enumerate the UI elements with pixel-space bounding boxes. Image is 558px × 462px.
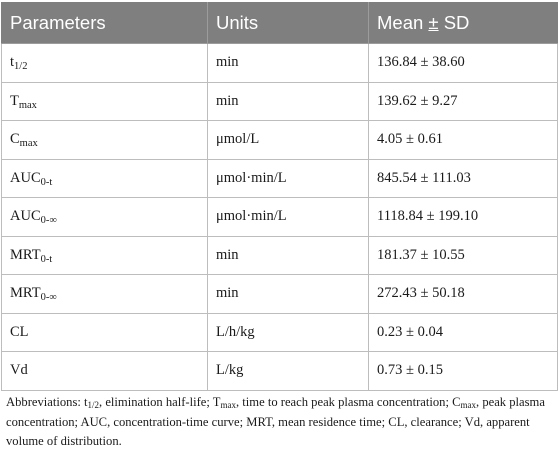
- cell-unit: min: [208, 275, 369, 314]
- table-header-row: [2, 3, 558, 44]
- cell-unit: μmol/L: [208, 121, 369, 160]
- cell-unit: L/kg: [208, 352, 369, 391]
- cell-parameter: [2, 198, 208, 237]
- cell-unit: min: [208, 82, 369, 121]
- cell-parameter: [2, 275, 208, 314]
- table-row: [2, 352, 558, 391]
- cell-parameter: [2, 159, 208, 198]
- parameter-subscript: 0-∞: [40, 215, 57, 227]
- cell-mean-sd: 136.84 ± 38.60: [369, 44, 558, 83]
- parameter-symbol: AUC: [10, 208, 41, 225]
- cell-mean-sd: 0.23 ± 0.04: [369, 313, 558, 352]
- cell-unit: min: [208, 44, 369, 83]
- parameter-subscript: 0-∞: [40, 292, 57, 304]
- abbreviations-footnote: Abbreviations: $t_{1/2}$, elimination half-life; $T_{max}$, time to reach peak plasma concentration; $C_{max}$, peak plasma concentration; AUC, concentration-time curve; MRT, mean residence time; CL, clearance; Vd, apparent volume of distribution.: [6, 395, 545, 448]
- table-row: [2, 198, 558, 237]
- parameter-symbol: t: [10, 54, 15, 71]
- parameter-symbol: C: [10, 131, 20, 148]
- parameter-symbol: T: [10, 92, 19, 109]
- header-mean-text: Mean: [377, 12, 429, 33]
- cell-parameter: [2, 121, 208, 160]
- cell-mean-sd: 181.37 ± 10.55: [369, 236, 558, 275]
- cell-parameter: [2, 44, 208, 83]
- table-row: [2, 313, 558, 352]
- table-row: [2, 121, 558, 160]
- table-row: [2, 275, 558, 314]
- parameter-symbol: AUC: [10, 169, 41, 186]
- parameter-subscript: 0-t: [40, 253, 53, 265]
- header-mean-sd: [369, 3, 558, 44]
- cell-parameter: [2, 236, 208, 275]
- cell-mean-sd: 845.54 ± 111.03: [369, 159, 558, 198]
- cell-mean-sd: 272.43 ± 50.18: [369, 275, 558, 314]
- cell-unit: μmol·min/L: [208, 159, 369, 198]
- table-row: [2, 44, 558, 83]
- cell-parameter: [2, 82, 208, 121]
- cell-unit: L/h/kg: [208, 313, 369, 352]
- table-row: [2, 236, 558, 275]
- header-units: Units: [208, 3, 369, 44]
- cell-parameter: [2, 352, 208, 391]
- cell-mean-sd: 139.62 ± 9.27: [369, 82, 558, 121]
- parameter-symbol: MRT: [10, 246, 41, 263]
- cell-mean-sd: 0.73 ± 0.15: [369, 352, 558, 391]
- pharmacokinetic-parameters-table: [1, 2, 558, 391]
- table-row: [2, 82, 558, 121]
- header-sd-text: SD: [438, 12, 470, 33]
- parameter-symbol: CL: [10, 323, 29, 340]
- cell-mean-sd: 1118.84 ± 199.10: [369, 198, 558, 237]
- cell-mean-sd: 4.05 ± 0.61: [369, 121, 558, 160]
- parameter-subscript: max: [19, 138, 38, 150]
- parameter-symbol: MRT: [10, 285, 41, 302]
- parameter-subscript: 1/2: [14, 61, 28, 73]
- parameter-subscript: max: [18, 99, 37, 111]
- parameter-subscript: 0-t: [40, 176, 53, 188]
- cell-unit: μmol·min/L: [208, 198, 369, 237]
- parameter-symbol: Vd: [10, 362, 28, 379]
- cell-unit: min: [208, 236, 369, 275]
- table-row: [2, 159, 558, 198]
- header-plus-minus: ±: [428, 12, 439, 33]
- cell-parameter: [2, 313, 208, 352]
- header-parameters: Parameters: [2, 3, 208, 44]
